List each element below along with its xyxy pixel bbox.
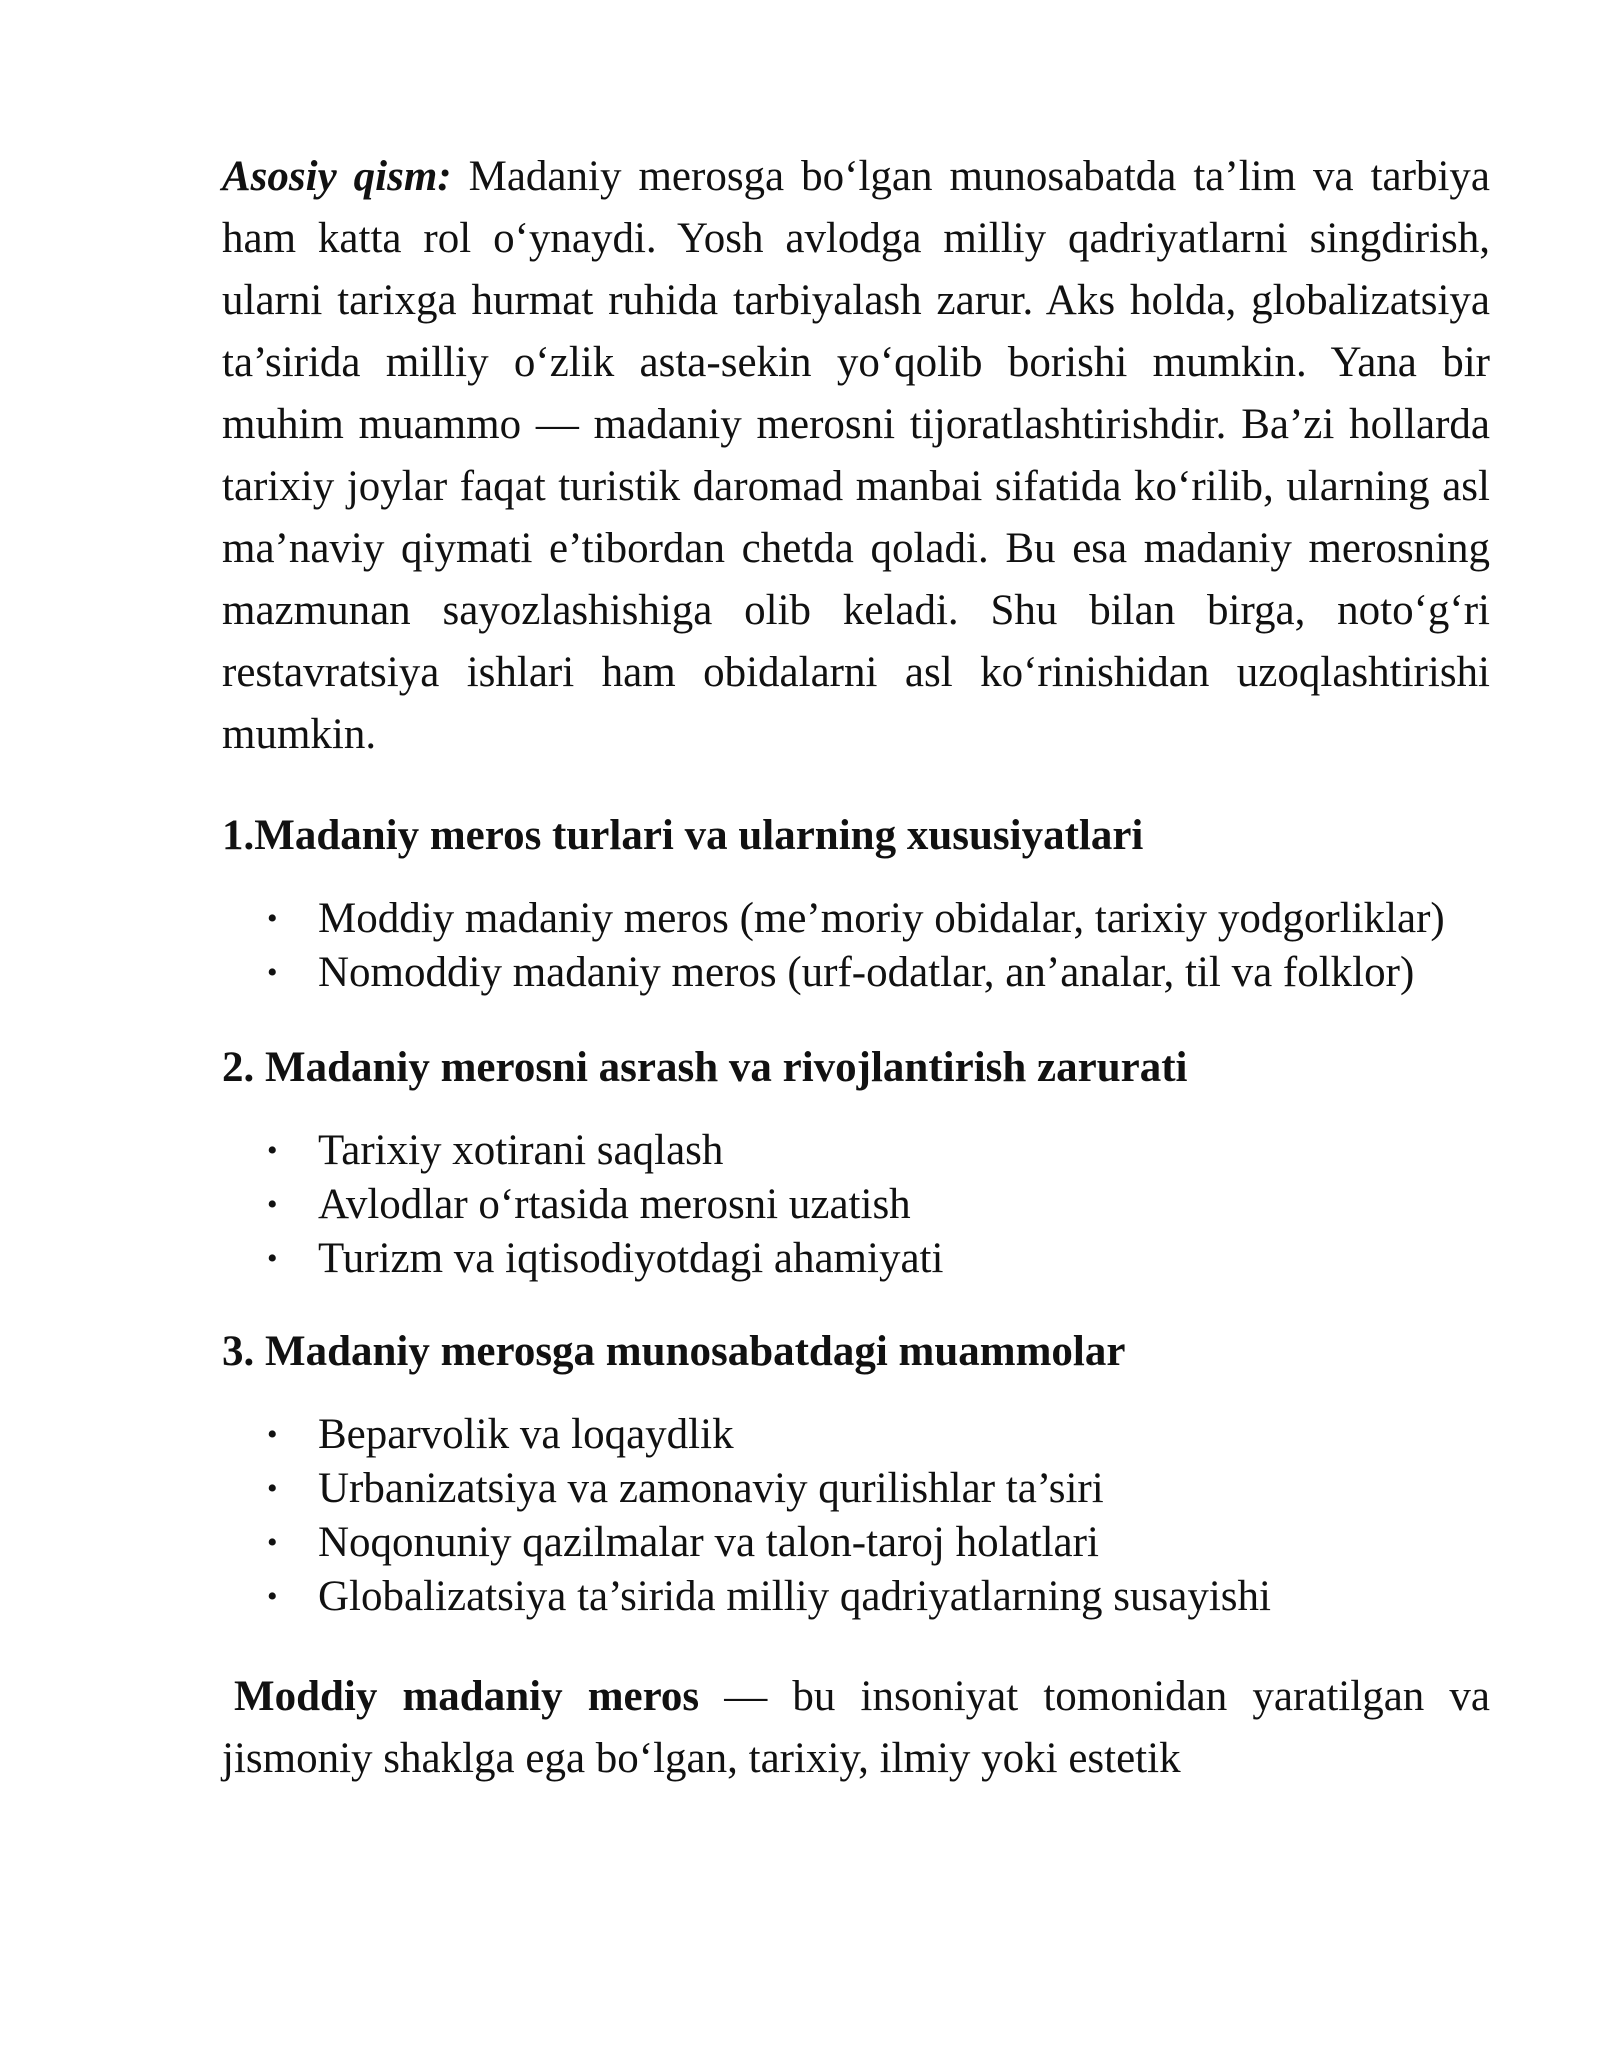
closing-text: — bu insoniyat tomonidan yaratilgan va jismoniy shaklga ega bo‘lgan, tarixiy, ilmiy yoki estetik [222, 1673, 1490, 1782]
list-item [222, 1570, 1490, 1624]
intro-text: Madaniy merosga bo‘lgan munosabatda ta’lim va tarbiya ham katta rol o‘ynaydi. Yosh avlodga milliy qadriyatlarni singdirish, ularni tarixga hurmat ruhida tarbiyalash zarur. Aks holda, globalizatsiya ta’sirida milliy o‘zlik asta-sekin yo‘qolib borishi mumkin. Yana bir muhim muammo — madaniy merosni tijoratlashtirishdir. Ba’zi hollarda tarixiy joylar faqat turistik daromad manbai sifatida ko‘rilib, ularning asl ma’naviy qiymati e’tibordan chetda qoladi. Bu esa madaniy merosning mazmunan sayozlashishiga olib keladi. Shu bilan birga, noto‘g‘ri restavratsiya ishlari ham obidalarni asl ko‘rinishidan uzoqlashtirishi mumkin. [222, 153, 1490, 758]
bullet-icon: • [267, 1242, 278, 1275]
list-item [222, 946, 1490, 1000]
list-item-text: Globalizatsiya ta’sirida milliy qadriyatlarning susayishi [318, 1573, 1271, 1620]
section-2-list [222, 1124, 1490, 1286]
section-3-list [222, 1408, 1490, 1624]
intro-paragraph [222, 146, 1490, 766]
list-item-text: Urbanizatsiya va zamonaviy qurilishlar ta’siri [318, 1465, 1104, 1512]
list-item [222, 1124, 1490, 1178]
list-item-text: Avlodlar o‘rtasida merosni uzatish [318, 1181, 911, 1228]
document-page [222, 146, 1490, 1790]
list-item [222, 1232, 1490, 1286]
list-item-text: Noqonuniy qazilmalar va talon-taroj holatlari [318, 1519, 1099, 1566]
section-heading-1: 1.Madaniy meros turlari va ularning xususiyatlari [222, 812, 1144, 859]
list-item-text: Turizm va iqtisodiyotdagi ahamiyati [318, 1235, 944, 1282]
bullet-icon: • [267, 1526, 278, 1559]
list-item [222, 1462, 1490, 1516]
list-item-text: Tarixiy xotirani saqlash [318, 1127, 724, 1174]
list-item [222, 892, 1490, 946]
list-item-text: Moddiy madaniy meros (me’moriy obidalar, tarixiy yodgorliklar) [318, 895, 1445, 942]
section-1-list [222, 892, 1490, 1000]
bullet-icon: • [267, 1188, 278, 1221]
intro-lead: Asosiy qism: [222, 153, 452, 200]
list-item-text: Beparvolik va loqaydlik [318, 1411, 734, 1458]
bullet-icon: • [267, 1418, 278, 1451]
section-heading-3: 3. Madaniy merosga munosabatdagi muammolar [222, 1328, 1126, 1375]
bullet-icon: • [267, 956, 278, 989]
closing-lead: Moddiy madaniy meros [234, 1673, 700, 1720]
bullet-icon: • [267, 1134, 278, 1167]
bullet-icon: • [267, 1472, 278, 1505]
closing-paragraph [222, 1666, 1490, 1790]
list-item [222, 1408, 1490, 1462]
list-item-text: Nomoddiy madaniy meros (urf-odatlar, an’analar, til va folklor) [318, 949, 1415, 996]
bullet-icon: • [267, 902, 278, 935]
list-item [222, 1178, 1490, 1232]
section-heading-2: 2. Madaniy merosni asrash va rivojlantirish zarurati [222, 1044, 1188, 1091]
bullet-icon: • [267, 1580, 278, 1613]
list-item [222, 1516, 1490, 1570]
